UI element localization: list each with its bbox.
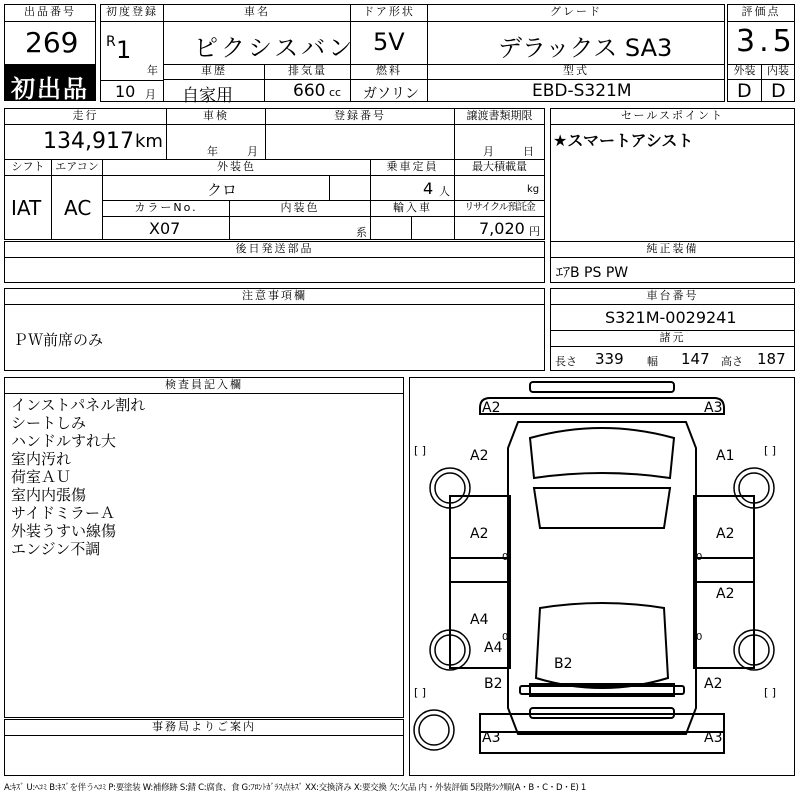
max-load-unit: kg — [527, 184, 540, 195]
capacity-value: 4 — [423, 179, 434, 198]
shift-cell — [4, 175, 52, 240]
damage-mark: A3 — [704, 400, 723, 416]
later-parts-label: 後日発送部品 — [4, 241, 545, 258]
era-year: 1 — [116, 36, 132, 64]
inspector-item: 外装うすい線傷 — [11, 522, 117, 540]
score-label: 評価点 — [727, 4, 795, 22]
ext-color-label: 外装色 — [102, 159, 371, 176]
ac-value: AC — [64, 196, 92, 220]
grade-label: グレード — [427, 4, 725, 22]
sales-value: ★スマートアシスト — [553, 131, 694, 150]
mileage-cell — [4, 124, 167, 160]
score-cell — [727, 21, 795, 65]
recycle-value: 7,020 — [479, 219, 525, 238]
equip-cell — [550, 257, 795, 283]
max-load-cell — [454, 175, 545, 201]
dims-cell — [550, 346, 795, 371]
chassis-label: 車台番号 — [550, 288, 795, 305]
month-cell — [100, 80, 164, 102]
color-no-cell — [102, 216, 230, 240]
inspection-year-unit: 年 — [207, 145, 218, 158]
damage-mark: A4 — [484, 640, 503, 656]
transfer-cell — [454, 124, 545, 160]
exterior-value: D — [737, 80, 752, 102]
length-label: 長さ — [555, 355, 577, 368]
recycle-unit: 円 — [529, 225, 540, 238]
inspector-item: ハンドルすれ大 — [11, 432, 117, 450]
era: R — [106, 34, 116, 50]
door-value: 5V — [373, 28, 405, 56]
first-listing-text: 初出品 — [11, 75, 89, 103]
inspector-item: シートしみ — [11, 414, 87, 432]
reg-no-label: 登録番号 — [265, 108, 455, 125]
damage-mark: A2 — [470, 526, 489, 542]
fuel-cell — [350, 79, 428, 102]
zero-mark: 0 — [696, 632, 703, 643]
damage-mark: A2 — [482, 400, 501, 416]
int-color-unit: 系 — [356, 226, 367, 239]
interior-cell — [761, 79, 795, 102]
transfer-month: 月 — [483, 145, 494, 158]
interior-label: 内装 — [761, 64, 795, 80]
damage-mark: A4 — [470, 612, 489, 628]
height-label: 高さ — [721, 355, 743, 368]
year-unit: 年 — [147, 64, 158, 77]
grade-value: デラックス SA3 — [498, 34, 673, 62]
equip-value: ｴｱB PS PW — [556, 265, 629, 281]
transfer-label: 譲渡書類期限 — [454, 108, 545, 125]
fuel-label: 燃料 — [350, 64, 428, 80]
lot-cell — [4, 21, 96, 65]
notes-label: 注意事項欄 — [4, 288, 545, 305]
bracket-mark: [ ] — [764, 686, 777, 699]
office-label: 事務局よりご案内 — [4, 719, 404, 736]
int-color-cell — [229, 216, 371, 240]
displacement-unit: cc — [329, 86, 342, 99]
zero-mark: 0 — [502, 552, 509, 563]
ext-color-value: クロ — [207, 181, 238, 199]
max-load-label: 最大積載量 — [454, 159, 545, 176]
damage-mark: A2 — [470, 448, 489, 464]
exterior-label: 外装 — [727, 64, 762, 80]
displacement-label: 排気量 — [264, 64, 351, 80]
import-cell-a — [370, 216, 412, 240]
score-value: 3.5 — [736, 24, 796, 59]
model-label: 型式 — [427, 64, 725, 80]
chassis-value: S321M-0029241 — [605, 308, 737, 327]
width-value: 147 — [681, 350, 710, 368]
first-reg-label: 初度登録 — [100, 4, 164, 22]
sales-label: セールスポイント — [550, 108, 795, 125]
height-value: 187 — [757, 350, 786, 368]
history-value: 自家用 — [182, 86, 233, 106]
damage-mark: A3 — [482, 730, 501, 746]
capacity-unit: 人 — [439, 185, 450, 198]
displacement-cell — [264, 79, 351, 102]
door-cell — [350, 21, 428, 65]
mileage-unit: km — [135, 131, 163, 152]
lot-number: 269 — [25, 26, 79, 59]
office-cell — [4, 735, 404, 776]
first-reg-cell — [100, 21, 164, 81]
ac-cell — [51, 175, 103, 240]
fuel-value: ガソリン — [363, 86, 419, 102]
car-name-cell — [163, 21, 356, 65]
door-label: ドア形状 — [350, 4, 428, 22]
interior-value: D — [771, 80, 786, 102]
damage-mark: B2 — [484, 676, 503, 692]
car-name-label: 車名 — [163, 4, 351, 22]
damage-mark: B2 — [554, 656, 573, 672]
width-label: 幅 — [647, 355, 658, 368]
dims-label: 諸元 — [550, 330, 795, 347]
inspector-item: サイドミラーＡ — [11, 504, 115, 522]
notes-value: ＰＷ前席のみ — [13, 331, 104, 349]
month-value: 10 — [115, 82, 136, 101]
damage-mark: A2 — [704, 676, 723, 692]
length-value: 339 — [595, 350, 624, 368]
bracket-mark: [ ] — [414, 444, 427, 457]
ext-color-cell — [102, 175, 330, 201]
legend-text: A:ｷｽﾞ U:ﾍｺﾐ B:ｷｽﾞを伴うﾍｺﾐ P:要塗装 W:補修跡 S:錆 C:腐食、食 G:ﾌﾛﾝﾄｶﾞﾗｽ点ｷｽﾞ XX:交換済み X:要交換 欠:欠品 内・外装評価 5段階ﾗﾝｸ順(A・B・C・D・E) 1 — [4, 783, 587, 793]
import-label: 輸入車 — [370, 200, 455, 217]
ext-color-extra — [329, 175, 371, 201]
car-outline-svg — [410, 378, 794, 775]
later-parts-cell — [4, 257, 545, 283]
chassis-cell — [550, 304, 795, 331]
import-cell-b — [411, 216, 455, 240]
shift-label: シフト — [4, 159, 52, 176]
transfer-day: 日 — [523, 145, 534, 158]
inspection-label: 車検 — [166, 108, 266, 125]
inspector-item: インストパネル割れ — [11, 396, 146, 414]
inspector-label: 検査員記入欄 — [4, 377, 404, 394]
recycle-label: リサイクル預託金 — [454, 200, 545, 217]
model-cell — [427, 79, 725, 102]
mileage-label: 走行 — [4, 108, 167, 125]
history-label: 車歴 — [163, 64, 265, 80]
damage-mark: A1 — [716, 448, 735, 464]
inspection-cell — [166, 124, 266, 160]
capacity-cell — [370, 175, 455, 201]
recycle-cell — [454, 216, 545, 240]
exterior-cell — [727, 79, 762, 102]
capacity-label: 乗車定員 — [370, 159, 455, 176]
model-value: EBD-S321M — [532, 81, 632, 101]
history-cell — [163, 79, 265, 106]
reg-no-cell — [265, 124, 455, 160]
mileage-value: 134,917 — [43, 129, 134, 154]
inspector-item: 室内汚れ — [11, 450, 72, 468]
ac-label: エアコン — [51, 159, 103, 176]
first-listing-badge — [4, 64, 96, 101]
sales-cell — [550, 124, 795, 242]
zero-mark: 0 — [696, 552, 703, 563]
month-unit: 月 — [145, 88, 156, 101]
int-color-label: 内装色 — [229, 200, 371, 217]
damage-mark: A3 — [704, 730, 723, 746]
displacement-value: 660 — [293, 81, 326, 101]
damage-mark: A2 — [716, 526, 735, 542]
bracket-mark: [ ] — [764, 444, 777, 457]
damage-diagram — [409, 377, 795, 776]
lot-label: 出品番号 — [4, 4, 96, 22]
bracket-mark: [ ] — [414, 686, 427, 699]
shift-value: IAT — [11, 196, 42, 220]
equip-label: 純正装備 — [550, 241, 795, 258]
color-no-value: X07 — [149, 219, 181, 238]
inspector-item: 荷室ＡＵ — [11, 468, 72, 486]
zero-mark: 0 — [502, 632, 509, 643]
color-no-label: カラーNo. — [102, 200, 230, 217]
notes-cell — [4, 304, 545, 371]
damage-mark: A2 — [716, 586, 735, 602]
car-name: ピクシスバン — [194, 34, 356, 62]
grade-cell — [427, 21, 725, 65]
inspector-cell — [4, 393, 404, 718]
inspector-item: 室内内張傷 — [11, 486, 87, 504]
inspector-item: エンジン不調 — [11, 540, 101, 558]
inspector-list — [11, 396, 145, 558]
inspection-month-unit: 月 — [247, 145, 258, 158]
